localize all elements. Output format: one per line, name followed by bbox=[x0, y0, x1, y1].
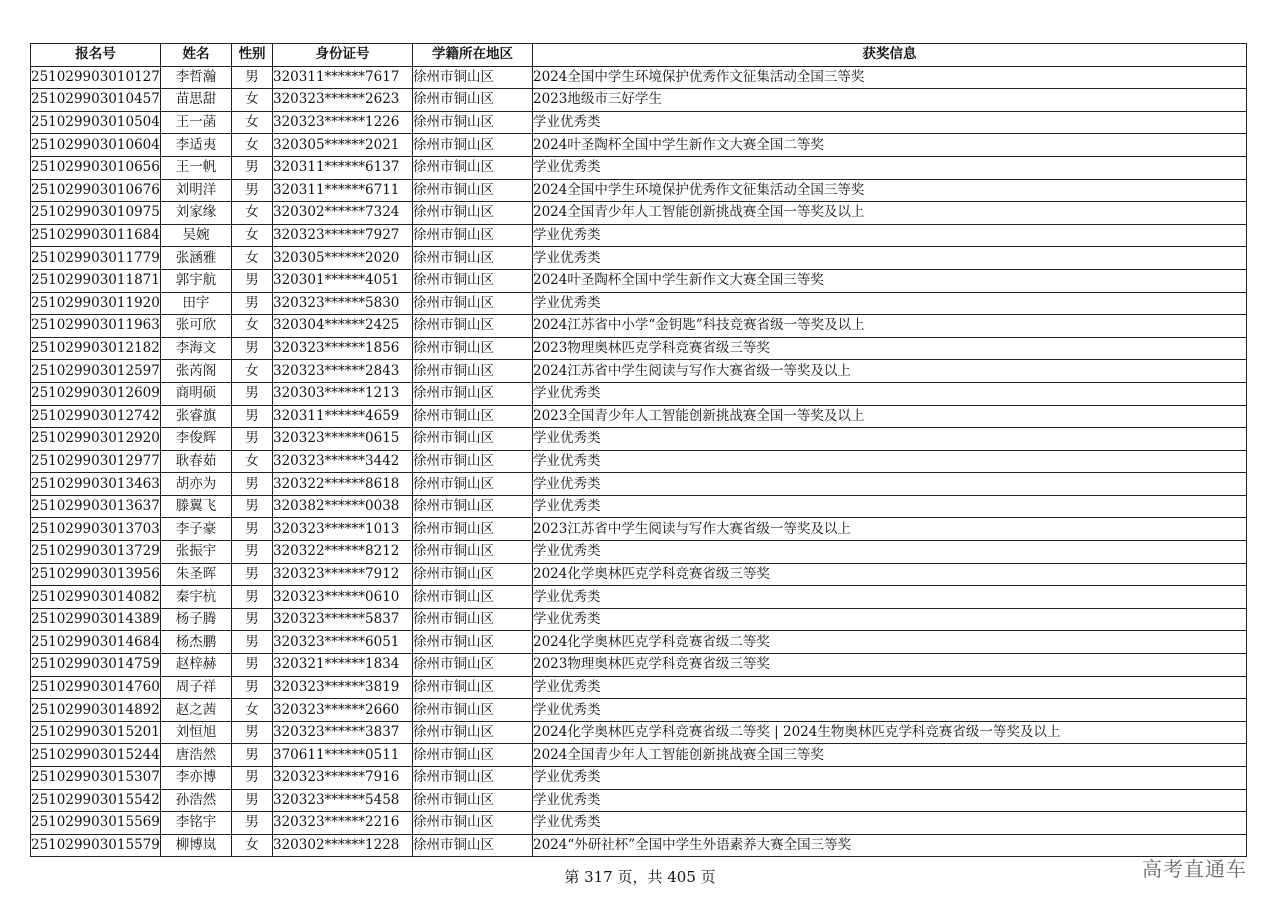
registration-number-cell: 251029903015307 bbox=[31, 767, 161, 790]
table-row bbox=[31, 134, 1247, 157]
table-row bbox=[31, 563, 1247, 586]
name-cell: 秦宇杭 bbox=[161, 586, 232, 609]
region-cell: 徐州市铜山区 bbox=[413, 247, 533, 270]
table-row bbox=[31, 654, 1247, 677]
name-cell: 赵之茜 bbox=[161, 699, 232, 722]
id-card-cell: 320323******7916 bbox=[273, 767, 413, 790]
region-cell: 徐州市铜山区 bbox=[413, 495, 533, 518]
award-info-cell: 2023全国青少年人工智能创新挑战赛全国一等奖及以上 bbox=[533, 405, 1247, 428]
name-cell: 柳博岚 bbox=[161, 834, 232, 857]
award-info-cell: 学业优秀类 bbox=[533, 428, 1247, 451]
registration-number-cell: 251029903013703 bbox=[31, 518, 161, 541]
registration-number-cell: 251029903013956 bbox=[31, 563, 161, 586]
gender-cell: 女 bbox=[232, 450, 273, 473]
award-info-cell: 2024化学奥林匹克学科竞赛省级二等奖 | 2024生物奥林匹克学科竞赛省级一等奖及以上 bbox=[533, 721, 1247, 744]
award-info-cell: 学业优秀类 bbox=[533, 586, 1247, 609]
gender-cell: 男 bbox=[232, 744, 273, 767]
region-cell: 徐州市铜山区 bbox=[413, 608, 533, 631]
registration-number-cell: 251029903014760 bbox=[31, 676, 161, 699]
gender-cell: 男 bbox=[232, 337, 273, 360]
gender-cell: 男 bbox=[232, 179, 273, 202]
registration-number-cell: 251029903013463 bbox=[31, 473, 161, 496]
table-row bbox=[31, 292, 1247, 315]
award-info-cell: 2023物理奥林匹克学科竞赛省级三等奖 bbox=[533, 337, 1247, 360]
table-row bbox=[31, 337, 1247, 360]
name-cell: 刘家缘 bbox=[161, 202, 232, 225]
region-cell: 徐州市铜山区 bbox=[413, 654, 533, 677]
region-cell: 徐州市铜山区 bbox=[413, 586, 533, 609]
id-card-cell: 320323******1856 bbox=[273, 337, 413, 360]
id-card-cell: 320301******4051 bbox=[273, 269, 413, 292]
gender-cell: 男 bbox=[232, 631, 273, 654]
region-cell: 徐州市铜山区 bbox=[413, 382, 533, 405]
header-name: 姓名 bbox=[161, 44, 232, 67]
name-cell: 郭宇航 bbox=[161, 269, 232, 292]
registration-number-cell: 251029903012609 bbox=[31, 382, 161, 405]
registration-number-cell: 251029903015542 bbox=[31, 789, 161, 812]
award-info-cell: 2024“外研社杯”全国中学生外语素养大赛全国三等奖 bbox=[533, 834, 1247, 857]
id-card-cell: 320323******7912 bbox=[273, 563, 413, 586]
id-card-cell: 320323******3819 bbox=[273, 676, 413, 699]
table-header-row bbox=[31, 44, 1247, 67]
region-cell: 徐州市铜山区 bbox=[413, 518, 533, 541]
table-row bbox=[31, 767, 1247, 790]
region-cell: 徐州市铜山区 bbox=[413, 428, 533, 451]
registration-number-cell: 251029903014684 bbox=[31, 631, 161, 654]
id-card-cell: 320322******8618 bbox=[273, 473, 413, 496]
award-info-cell: 2024叶圣陶杯全国中学生新作文大赛全国三等奖 bbox=[533, 269, 1247, 292]
id-card-cell: 320311******6711 bbox=[273, 179, 413, 202]
registration-number-cell: 251029903011871 bbox=[31, 269, 161, 292]
gender-cell: 男 bbox=[232, 473, 273, 496]
gender-cell: 女 bbox=[232, 699, 273, 722]
registration-number-cell: 251029903013729 bbox=[31, 541, 161, 564]
table-row bbox=[31, 315, 1247, 338]
name-cell: 苗思甜 bbox=[161, 89, 232, 112]
award-info-cell: 2024全国中学生环境保护优秀作文征集活动全国三等奖 bbox=[533, 66, 1247, 89]
id-card-cell: 320323******7927 bbox=[273, 224, 413, 247]
gender-cell: 男 bbox=[232, 518, 273, 541]
name-cell: 赵梓赫 bbox=[161, 654, 232, 677]
region-cell: 徐州市铜山区 bbox=[413, 292, 533, 315]
table-row bbox=[31, 541, 1247, 564]
table-row bbox=[31, 405, 1247, 428]
region-cell: 徐州市铜山区 bbox=[413, 563, 533, 586]
table-row bbox=[31, 202, 1247, 225]
id-card-cell: 320323******2660 bbox=[273, 699, 413, 722]
region-cell: 徐州市铜山区 bbox=[413, 473, 533, 496]
region-cell: 徐州市铜山区 bbox=[413, 812, 533, 835]
registration-number-cell: 251029903015579 bbox=[31, 834, 161, 857]
name-cell: 杨子腾 bbox=[161, 608, 232, 631]
registration-number-cell: 251029903014892 bbox=[31, 699, 161, 722]
name-cell: 朱圣晖 bbox=[161, 563, 232, 586]
table-row bbox=[31, 608, 1247, 631]
registration-number-cell: 251029903010656 bbox=[31, 156, 161, 179]
registration-number-cell: 251029903013637 bbox=[31, 495, 161, 518]
name-cell: 吴婉 bbox=[161, 224, 232, 247]
table-row bbox=[31, 360, 1247, 383]
registration-number-cell: 251029903010975 bbox=[31, 202, 161, 225]
table-row bbox=[31, 224, 1247, 247]
registration-number-cell: 251029903015569 bbox=[31, 812, 161, 835]
gender-cell: 女 bbox=[232, 224, 273, 247]
name-cell: 王一帆 bbox=[161, 156, 232, 179]
region-cell: 徐州市铜山区 bbox=[413, 767, 533, 790]
registration-number-cell: 251029903010127 bbox=[31, 66, 161, 89]
registration-number-cell: 251029903014759 bbox=[31, 654, 161, 677]
id-card-cell: 320311******6137 bbox=[273, 156, 413, 179]
gender-cell: 男 bbox=[232, 156, 273, 179]
region-cell: 徐州市铜山区 bbox=[413, 541, 533, 564]
name-cell: 田宇 bbox=[161, 292, 232, 315]
award-info-cell: 学业优秀类 bbox=[533, 156, 1247, 179]
name-cell: 杨杰鹏 bbox=[161, 631, 232, 654]
id-card-cell: 320323******5830 bbox=[273, 292, 413, 315]
region-cell: 徐州市铜山区 bbox=[413, 676, 533, 699]
id-card-cell: 320323******2843 bbox=[273, 360, 413, 383]
registration-number-cell: 251029903010504 bbox=[31, 111, 161, 134]
name-cell: 滕翼飞 bbox=[161, 495, 232, 518]
table-row bbox=[31, 812, 1247, 835]
id-card-cell: 320323******3442 bbox=[273, 450, 413, 473]
name-cell: 耿春茹 bbox=[161, 450, 232, 473]
region-cell: 徐州市铜山区 bbox=[413, 179, 533, 202]
id-card-cell: 320321******1834 bbox=[273, 654, 413, 677]
name-cell: 张芮阁 bbox=[161, 360, 232, 383]
name-cell: 李亦博 bbox=[161, 767, 232, 790]
id-card-cell: 320322******8212 bbox=[273, 541, 413, 564]
name-cell: 刘恒旭 bbox=[161, 721, 232, 744]
award-info-cell: 2024化学奥林匹克学科竞赛省级二等奖 bbox=[533, 631, 1247, 654]
region-cell: 徐州市铜山区 bbox=[413, 66, 533, 89]
region-cell: 徐州市铜山区 bbox=[413, 224, 533, 247]
name-cell: 李俊辉 bbox=[161, 428, 232, 451]
gender-cell: 男 bbox=[232, 428, 273, 451]
registration-number-cell: 251029903010604 bbox=[31, 134, 161, 157]
award-info-cell: 学业优秀类 bbox=[533, 676, 1247, 699]
table-row bbox=[31, 66, 1247, 89]
registration-number-cell: 251029903010457 bbox=[31, 89, 161, 112]
registration-number-cell: 251029903014082 bbox=[31, 586, 161, 609]
id-card-cell: 320305******2021 bbox=[273, 134, 413, 157]
table-row bbox=[31, 428, 1247, 451]
gender-cell: 女 bbox=[232, 134, 273, 157]
name-cell: 刘明洋 bbox=[161, 179, 232, 202]
region-cell: 徐州市铜山区 bbox=[413, 721, 533, 744]
id-card-cell: 320323******1013 bbox=[273, 518, 413, 541]
id-card-cell: 320311******4659 bbox=[273, 405, 413, 428]
region-cell: 徐州市铜山区 bbox=[413, 405, 533, 428]
region-cell: 徐州市铜山区 bbox=[413, 789, 533, 812]
name-cell: 李铭宇 bbox=[161, 812, 232, 835]
name-cell: 商明硕 bbox=[161, 382, 232, 405]
name-cell: 张涵雅 bbox=[161, 247, 232, 270]
id-card-cell: 320323******5458 bbox=[273, 789, 413, 812]
id-card-cell: 320305******2020 bbox=[273, 247, 413, 270]
name-cell: 王一菡 bbox=[161, 111, 232, 134]
award-info-cell: 2023地级市三好学生 bbox=[533, 89, 1247, 112]
gender-cell: 女 bbox=[232, 247, 273, 270]
gender-cell: 女 bbox=[232, 89, 273, 112]
name-cell: 李海文 bbox=[161, 337, 232, 360]
id-card-cell: 320303******1213 bbox=[273, 382, 413, 405]
region-cell: 徐州市铜山区 bbox=[413, 699, 533, 722]
gender-cell: 男 bbox=[232, 541, 273, 564]
region-cell: 徐州市铜山区 bbox=[413, 337, 533, 360]
region-cell: 徐州市铜山区 bbox=[413, 631, 533, 654]
region-cell: 徐州市铜山区 bbox=[413, 134, 533, 157]
gender-cell: 女 bbox=[232, 834, 273, 857]
gender-cell: 男 bbox=[232, 269, 273, 292]
table-row bbox=[31, 111, 1247, 134]
name-cell: 胡亦为 bbox=[161, 473, 232, 496]
award-info-cell: 学业优秀类 bbox=[533, 812, 1247, 835]
name-cell: 孙浩然 bbox=[161, 789, 232, 812]
id-card-cell: 370611******0511 bbox=[273, 744, 413, 767]
award-info-cell: 学业优秀类 bbox=[533, 495, 1247, 518]
header-region: 学籍所在地区 bbox=[413, 44, 533, 67]
award-info-cell: 学业优秀类 bbox=[533, 111, 1247, 134]
table-row bbox=[31, 179, 1247, 202]
award-info-cell: 学业优秀类 bbox=[533, 541, 1247, 564]
award-info-cell: 2024江苏省中学生阅读与写作大赛省级一等奖及以上 bbox=[533, 360, 1247, 383]
table-body bbox=[31, 66, 1247, 857]
award-info-cell: 学业优秀类 bbox=[533, 382, 1247, 405]
gender-cell: 男 bbox=[232, 654, 273, 677]
header-id-card: 身份证号 bbox=[273, 44, 413, 67]
id-card-cell: 320323******0610 bbox=[273, 586, 413, 609]
region-cell: 徐州市铜山区 bbox=[413, 156, 533, 179]
header-gender: 性别 bbox=[232, 44, 273, 67]
gender-cell: 男 bbox=[232, 676, 273, 699]
id-card-cell: 320302******1228 bbox=[273, 834, 413, 857]
table-row bbox=[31, 631, 1247, 654]
gender-cell: 男 bbox=[232, 812, 273, 835]
table-row bbox=[31, 247, 1247, 270]
gender-cell: 男 bbox=[232, 789, 273, 812]
page-number: 第 317 页，共 405 页 bbox=[564, 868, 716, 886]
name-cell: 李适夷 bbox=[161, 134, 232, 157]
region-cell: 徐州市铜山区 bbox=[413, 269, 533, 292]
region-cell: 徐州市铜山区 bbox=[413, 744, 533, 767]
award-info-cell: 2023江苏省中学生阅读与写作大赛省级一等奖及以上 bbox=[533, 518, 1247, 541]
award-info-cell: 2024江苏省中小学“金钥匙”科技竞赛省级一等奖及以上 bbox=[533, 315, 1247, 338]
table-row bbox=[31, 744, 1247, 767]
id-card-cell: 320323******1226 bbox=[273, 111, 413, 134]
award-info-cell: 学业优秀类 bbox=[533, 292, 1247, 315]
region-cell: 徐州市铜山区 bbox=[413, 360, 533, 383]
award-info-cell: 学业优秀类 bbox=[533, 473, 1247, 496]
region-cell: 徐州市铜山区 bbox=[413, 315, 533, 338]
award-info-cell: 学业优秀类 bbox=[533, 247, 1247, 270]
table-row bbox=[31, 586, 1247, 609]
gender-cell: 男 bbox=[232, 495, 273, 518]
table-row bbox=[31, 269, 1247, 292]
table-row bbox=[31, 156, 1247, 179]
award-info-cell: 学业优秀类 bbox=[533, 699, 1247, 722]
id-card-cell: 320304******2425 bbox=[273, 315, 413, 338]
header-award-info: 获奖信息 bbox=[533, 44, 1247, 67]
table-row bbox=[31, 834, 1247, 857]
registration-number-cell: 251029903011684 bbox=[31, 224, 161, 247]
gender-cell: 男 bbox=[232, 586, 273, 609]
gender-cell: 女 bbox=[232, 360, 273, 383]
table-row bbox=[31, 699, 1247, 722]
registration-number-cell: 251029903012597 bbox=[31, 360, 161, 383]
award-info-cell: 2024全国中学生环境保护优秀作文征集活动全国三等奖 bbox=[533, 179, 1247, 202]
registration-number-cell: 251029903012920 bbox=[31, 428, 161, 451]
table-row bbox=[31, 721, 1247, 744]
name-cell: 张可欣 bbox=[161, 315, 232, 338]
registration-number-cell: 251029903011779 bbox=[31, 247, 161, 270]
gender-cell: 女 bbox=[232, 315, 273, 338]
registration-number-cell: 251029903015244 bbox=[31, 744, 161, 767]
gender-cell: 男 bbox=[232, 767, 273, 790]
region-cell: 徐州市铜山区 bbox=[413, 834, 533, 857]
name-cell: 张振宇 bbox=[161, 541, 232, 564]
table-row bbox=[31, 89, 1247, 112]
id-card-cell: 320323******3837 bbox=[273, 721, 413, 744]
award-info-cell: 学业优秀类 bbox=[533, 789, 1247, 812]
region-cell: 徐州市铜山区 bbox=[413, 202, 533, 225]
watermark-logo: 高考直通车 bbox=[1142, 857, 1247, 881]
gender-cell: 男 bbox=[232, 66, 273, 89]
award-info-cell: 2024化学奥林匹克学科竞赛省级三等奖 bbox=[533, 563, 1247, 586]
name-cell: 李子豪 bbox=[161, 518, 232, 541]
region-cell: 徐州市铜山区 bbox=[413, 450, 533, 473]
id-card-cell: 320323******2623 bbox=[273, 89, 413, 112]
award-info-cell: 2024叶圣陶杯全国中学生新作文大赛全国二等奖 bbox=[533, 134, 1247, 157]
awards-table bbox=[30, 43, 1247, 857]
gender-cell: 男 bbox=[232, 292, 273, 315]
registration-number-cell: 251029903010676 bbox=[31, 179, 161, 202]
award-info-cell: 学业优秀类 bbox=[533, 224, 1247, 247]
registration-number-cell: 251029903011920 bbox=[31, 292, 161, 315]
award-info-cell: 2024全国青少年人工智能创新挑战赛全国一等奖及以上 bbox=[533, 202, 1247, 225]
award-info-cell: 2023物理奥林匹克学科竞赛省级三等奖 bbox=[533, 654, 1247, 677]
registration-number-cell: 251029903014389 bbox=[31, 608, 161, 631]
registration-number-cell: 251029903012182 bbox=[31, 337, 161, 360]
table-row bbox=[31, 789, 1247, 812]
table-row bbox=[31, 450, 1247, 473]
name-cell: 周子祥 bbox=[161, 676, 232, 699]
name-cell: 李哲瀚 bbox=[161, 66, 232, 89]
region-cell: 徐州市铜山区 bbox=[413, 89, 533, 112]
registration-number-cell: 251029903011963 bbox=[31, 315, 161, 338]
gender-cell: 女 bbox=[232, 111, 273, 134]
id-card-cell: 320323******6051 bbox=[273, 631, 413, 654]
gender-cell: 男 bbox=[232, 563, 273, 586]
id-card-cell: 320302******7324 bbox=[273, 202, 413, 225]
region-cell: 徐州市铜山区 bbox=[413, 111, 533, 134]
registration-number-cell: 251029903012977 bbox=[31, 450, 161, 473]
registration-number-cell: 251029903012742 bbox=[31, 405, 161, 428]
id-card-cell: 320323******0615 bbox=[273, 428, 413, 451]
header-registration-number: 报名号 bbox=[31, 44, 161, 67]
gender-cell: 男 bbox=[232, 382, 273, 405]
registration-number-cell: 251029903015201 bbox=[31, 721, 161, 744]
name-cell: 唐浩然 bbox=[161, 744, 232, 767]
award-info-cell: 学业优秀类 bbox=[533, 767, 1247, 790]
id-card-cell: 320382******0038 bbox=[273, 495, 413, 518]
award-info-cell: 学业优秀类 bbox=[533, 608, 1247, 631]
table-row bbox=[31, 676, 1247, 699]
id-card-cell: 320323******2216 bbox=[273, 812, 413, 835]
table-row bbox=[31, 518, 1247, 541]
table-row bbox=[31, 473, 1247, 496]
id-card-cell: 320323******5837 bbox=[273, 608, 413, 631]
table-row bbox=[31, 495, 1247, 518]
award-info-cell: 2024全国青少年人工智能创新挑战赛全国三等奖 bbox=[533, 744, 1247, 767]
gender-cell: 男 bbox=[232, 608, 273, 631]
gender-cell: 男 bbox=[232, 405, 273, 428]
name-cell: 张睿旗 bbox=[161, 405, 232, 428]
award-info-cell: 学业优秀类 bbox=[533, 450, 1247, 473]
table-row bbox=[31, 382, 1247, 405]
gender-cell: 男 bbox=[232, 721, 273, 744]
gender-cell: 女 bbox=[232, 202, 273, 225]
id-card-cell: 320311******7617 bbox=[273, 66, 413, 89]
